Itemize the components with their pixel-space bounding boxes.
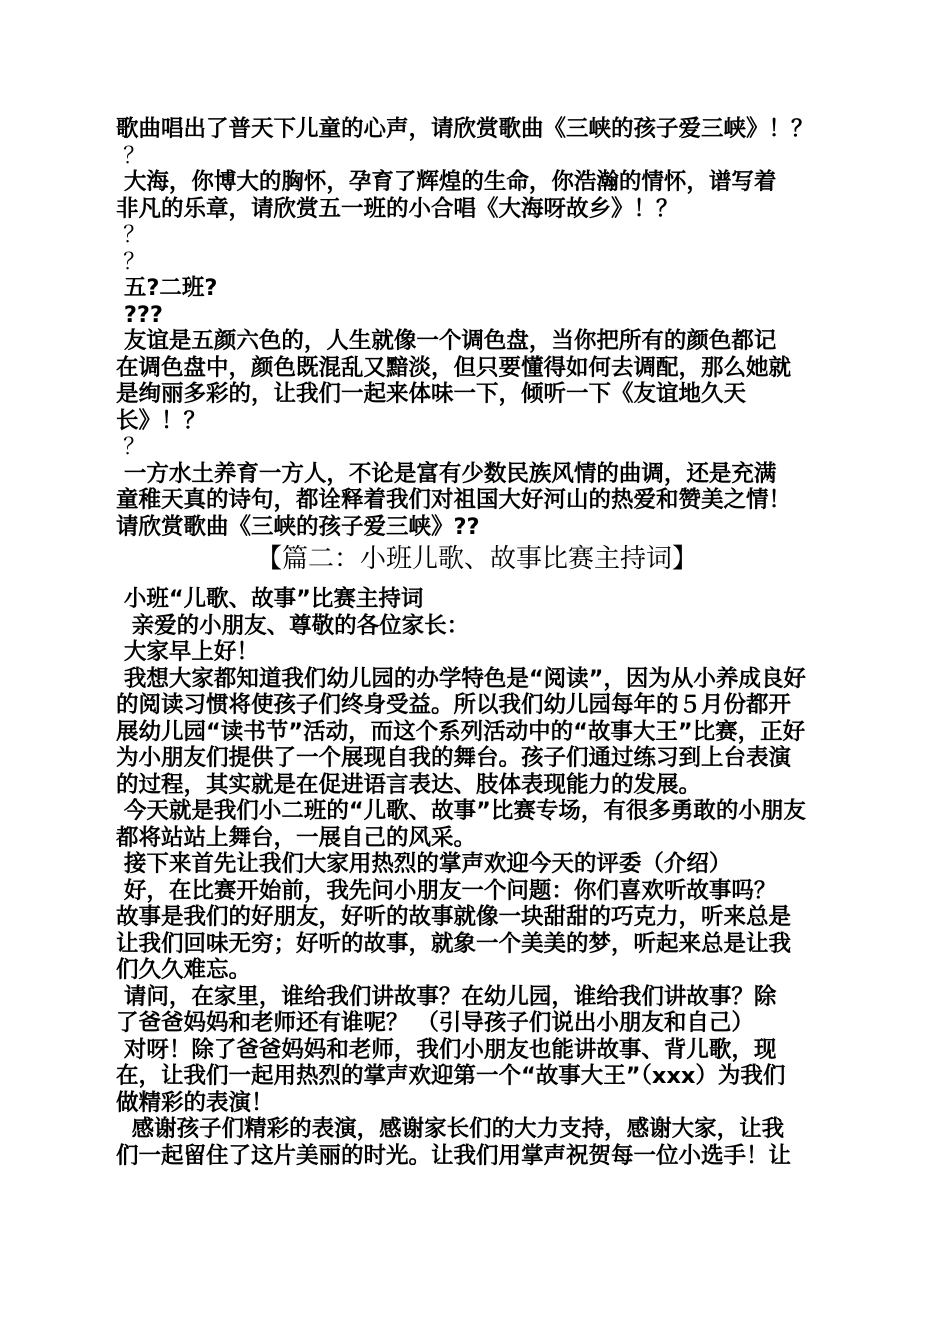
text-line: 接下来首先让我们大家用热烈的掌声欢迎今天的评委（介绍） — [116, 851, 732, 877]
text-line: 的阅读习惯将使孩子们终身受益。所以我们幼儿园每年的５月份都开 — [116, 692, 792, 718]
text-line: 是绚丽多彩的，让我们一起来体味一下，倾听一下《友谊地久天 — [116, 381, 747, 407]
text-line: 们久久难忘。 — [116, 957, 252, 983]
text-line: ??? — [116, 301, 163, 328]
text-line: 在调色盘中，颜色既混乱又黯淡，但只要懂得如何去调配，那么她就 — [116, 354, 792, 381]
text-line: 对呀！除了爸爸妈妈和老师，我们小朋友也能讲故事、背儿歌，现 — [116, 1036, 777, 1063]
text-line: 歌曲唱出了普天下儿童的心声，请欣赏歌曲《三峡的孩子爱三峡》！？ — [116, 116, 814, 142]
text-line: 小班“儿歌、故事”比赛主持词 — [116, 586, 424, 612]
text-line: 五?二班? — [116, 275, 218, 301]
text-line: 今天就是我们小二班的“儿歌、故事”比赛专场，有很多勇敢的小朋友 — [116, 798, 806, 824]
text-line: ？ — [116, 142, 146, 169]
text-line: ？ — [116, 248, 146, 275]
text-line: 长》！？ — [116, 407, 207, 434]
text-line: 大家早上好！ — [116, 639, 259, 665]
text-line: 故事是我们的好朋友，好听的故事就像一块甜甜的巧克力，听来总是 — [116, 904, 792, 930]
text-line: 展幼儿园“读书节”活动，而这个系列活动中的“故事大王”比赛，正好 — [116, 718, 806, 745]
text-line: 好，在比赛开始前，我先问小朋友一个问题：你们喜欢听故事吗？ — [116, 877, 777, 904]
text-line: ？ — [116, 222, 146, 248]
text-line: 在，让我们一起用热烈的掌声欢迎第一个“故事大王”（xxx）为我们 — [116, 1063, 786, 1089]
text-line: 非凡的乐章，请欣赏五一班的小合唱《大海呀故乡》！？ — [116, 195, 679, 222]
text-line: 的过程，其实就是在促进语言表达、肢体表现能力的发展。 — [116, 771, 702, 798]
text-line: 都将站站上舞台，一展自己的风采。 — [116, 824, 477, 851]
text-line: 请问，在家里，谁给我们讲故事？在幼儿园，谁给我们讲故事？除 — [116, 983, 777, 1010]
section-1 — [116, 116, 838, 540]
text-line: 做精彩的表演！ — [116, 1089, 274, 1116]
text-line: 亲爱的小朋友、尊敬的各位家长： — [116, 612, 470, 639]
text-line: 我想大家都知道我们幼儿园的办学特色是“阅读”，因为从小养成良好 — [116, 665, 806, 692]
section-2 — [116, 586, 838, 1169]
text-line: 感谢孩子们精彩的表演，感谢家长们的大力支持，感谢大家，让我 — [116, 1116, 785, 1142]
section-heading: 【篇二：小班儿歌、故事比赛主持词】 — [255, 544, 698, 574]
text-line: 们一起留住了这片美丽的时光。让我们用掌声祝贺每一位小选手！让 — [116, 1142, 792, 1169]
document-page — [116, 116, 838, 1169]
text-line: 童稚天真的诗句，都诠释着我们对祖国大好河山的热爱和赞美之情！ — [116, 487, 792, 513]
text-line: 了爸爸妈妈和老师还有谁呢？ （引导孩子们说出小朋友和自己） — [116, 1010, 754, 1036]
text-line: 大海，你博大的胸怀，孕育了辉煌的生命，你浩瀚的情怀，谱写着 — [116, 169, 777, 195]
text-line: 让我们回味无穷；好听的故事，就象一个美美的梦，听起来总是让我 — [116, 930, 792, 957]
text-line: 一方水土养育一方人，不论是富有少数民族风情的曲调，还是充满 — [116, 460, 777, 487]
text-line: 友谊是五颜六色的，人生就像一个调色盘，当你把所有的颜色都记 — [116, 328, 777, 354]
text-line: 请欣赏歌曲《三峡的孩子爱三峡》?? — [116, 513, 480, 540]
text-line: 为小朋友们提供了一个展现自我的舞台。孩子们通过练习到上台表演 — [116, 745, 792, 771]
text-line: ？ — [116, 434, 146, 460]
